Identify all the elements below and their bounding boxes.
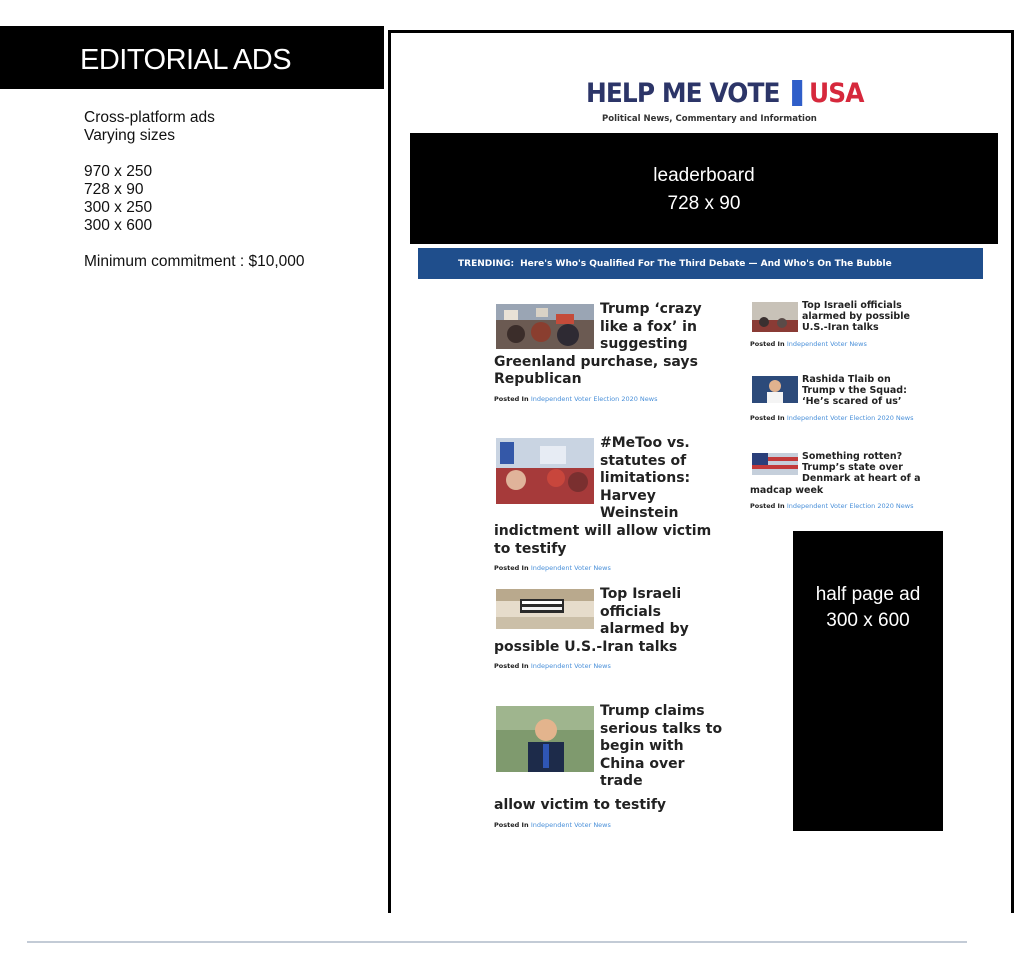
posted-in-label: Posted In [750, 339, 785, 348]
info-cross-platform: Cross-platform ads [84, 109, 215, 126]
rally-photo [496, 438, 594, 504]
category-link[interactable]: Independent Voter Election 2020 News [786, 501, 914, 510]
side-article-tlaib[interactable] [750, 374, 922, 422]
trending-label: TRENDING: [458, 258, 515, 269]
flag-bar-icon [792, 80, 802, 106]
article-title-overflow: allow victim to testify [494, 796, 667, 813]
side-article-title[interactable]: Top Israeli officials alarmed by possible U.S.-Iran talks [802, 300, 910, 334]
crowd-photo [752, 302, 798, 332]
category-link[interactable]: Independent Voter News [530, 564, 611, 573]
logo-text: HELP ME VOTE [586, 77, 780, 109]
side-article-israel[interactable] [750, 300, 922, 348]
article-title[interactable]: Trump claims serious talks to begin with China over trade [600, 703, 723, 790]
half-page-size: 300 x 600 [826, 610, 910, 631]
editorial-title: EDITORIAL ADS [80, 44, 292, 76]
side-article-meta [750, 340, 922, 348]
site-logo[interactable] [586, 76, 864, 110]
article-israel-main[interactable] [494, 586, 726, 670]
article-metoo[interactable] [494, 435, 726, 572]
article-meta [494, 662, 726, 670]
podium-photo [752, 376, 798, 403]
side-article-title[interactable]: Rashida Tlaib on Trump v the Squad: ‘He’s scared of us’ [802, 374, 907, 408]
trending-headline[interactable]: Here's Who's Qualified For The Third Debate — And Who's On The Bubble [520, 258, 892, 269]
trending-bar[interactable] [418, 248, 983, 279]
category-link[interactable]: Independent Voter News [530, 662, 611, 671]
refugees-welcome-photo [496, 589, 594, 629]
size-970x250: 970 x 250 [84, 163, 153, 180]
article-meta [494, 821, 726, 829]
size-728x90: 728 x 90 [84, 181, 144, 198]
side-article-meta [750, 502, 922, 510]
posted-in-label: Posted In [494, 394, 529, 403]
trump-photo [496, 706, 594, 772]
category-link[interactable]: Independent Voter Election 2020 News [786, 413, 914, 422]
protest-crowd-photo [496, 304, 594, 349]
minimum-commitment: Minimum commitment : $10,000 [84, 253, 305, 270]
logo-usa: USA [808, 77, 864, 109]
leaderboard-label: leaderboard [653, 165, 755, 186]
side-article-denmark[interactable] [750, 451, 922, 510]
article-title[interactable]: Trump ‘crazy like a fox’ in suggesting Greenland purchase, says Republican [494, 301, 702, 388]
side-article-meta [750, 414, 922, 422]
category-link[interactable]: Independent Voter News [530, 820, 611, 829]
half-page-label: half page ad [815, 584, 921, 605]
editorial-info [84, 109, 305, 271]
flag-photo [752, 453, 798, 475]
article-title[interactable]: Top Israeli officials alarmed by possible U.S.-Iran talks [494, 586, 689, 655]
site-tagline: Political News, Commentary and Information [602, 114, 817, 124]
article-meta [494, 564, 726, 572]
article-china-trade[interactable] [494, 703, 726, 829]
size-300x250: 300 x 250 [84, 199, 153, 216]
size-300x600: 300 x 600 [84, 217, 153, 234]
posted-in-label: Posted In [494, 564, 529, 573]
article-title[interactable]: #MeToo vs. statutes of limitations: Harvey Weinstein indictment will allow victim to testify [494, 435, 712, 557]
half-page-ad[interactable] [793, 531, 943, 831]
article-greenland[interactable] [494, 301, 726, 403]
side-article-title[interactable]: Something rotten? Trump’s state over Denmark at heart of a madcap week [750, 451, 921, 496]
posted-in-label: Posted In [750, 501, 785, 510]
leaderboard-ad[interactable] [410, 133, 998, 244]
category-link[interactable]: Independent Voter Election 2020 News [530, 394, 658, 403]
info-varying-sizes: Varying sizes [84, 127, 176, 144]
leaderboard-size: 728 x 90 [667, 193, 741, 214]
category-link[interactable]: Independent Voter News [786, 339, 867, 348]
posted-in-label: Posted In [750, 413, 785, 422]
posted-in-label: Posted In [494, 820, 529, 829]
article-meta [494, 395, 726, 403]
posted-in-label: Posted In [494, 662, 529, 671]
footer-divider [27, 941, 967, 943]
